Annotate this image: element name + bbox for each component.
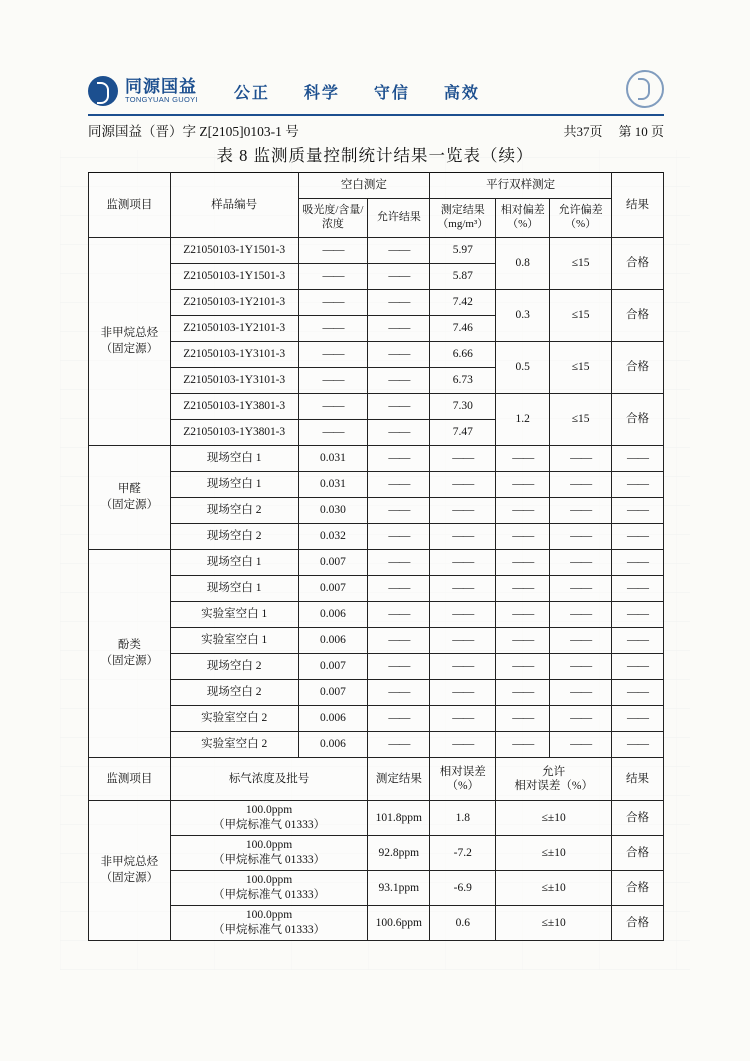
logo-text: [125, 78, 198, 105]
cell-result: 合格: [612, 906, 664, 941]
cell-allow-err: ≤±10: [496, 871, 612, 906]
table-row: [89, 550, 664, 576]
cell-measured: ——: [430, 654, 496, 680]
cell-measured: ——: [430, 732, 496, 758]
cell-allow-dev: ——: [550, 706, 612, 732]
cell-rel-dev: ——: [496, 498, 550, 524]
cell-measured: ——: [430, 550, 496, 576]
cell-allow-dev: ——: [550, 524, 612, 550]
cell-sample: Z21050103-1Y3801-3: [170, 420, 298, 446]
header-blank-allow: 允许结果: [368, 199, 430, 238]
cell-result: ——: [612, 680, 664, 706]
cell-sample: Z21050103-1Y3101-3: [170, 342, 298, 368]
cell-allow: ——: [368, 316, 430, 342]
header2-std-gas: 标气浓度及批号: [170, 758, 368, 801]
cell-result: ——: [612, 524, 664, 550]
current-page: 第 10 页: [618, 124, 664, 139]
section-label-nmhc: [89, 238, 171, 446]
cell-std-gas: [170, 836, 368, 871]
slogan-4: 高效: [443, 84, 480, 102]
cell-measured: ——: [430, 576, 496, 602]
cell-allow: ——: [368, 238, 430, 264]
cell-allow-err: ≤±10: [496, 801, 612, 836]
document-header: [88, 68, 664, 114]
cell-measured: ——: [430, 602, 496, 628]
cell-rel-err: 0.6: [430, 906, 496, 941]
section-label-formaldehyde: [89, 446, 171, 550]
table-row: [89, 836, 664, 871]
cell-allow: ——: [368, 290, 430, 316]
cell-blank: ——: [298, 368, 368, 394]
table-row: [89, 654, 664, 680]
cell-std-line2: （甲烷标准气 01333）: [213, 819, 326, 831]
cell-result: 合格: [612, 801, 664, 836]
slogan-1: 公正: [233, 84, 270, 102]
header-blank-abs-text: 吸光度/含量/浓度: [302, 204, 364, 230]
cell-sample: Z21050103-1Y2101-3: [170, 316, 298, 342]
section-label-line1: 甲醛: [117, 482, 141, 495]
cell-allow-dev: ——: [550, 446, 612, 472]
cell-measured: 6.73: [430, 368, 496, 394]
table-row: [89, 602, 664, 628]
cell-measured: 5.87: [430, 264, 496, 290]
cell-sample: Z21050103-1Y3801-3: [170, 394, 298, 420]
cell-sample: Z21050103-1Y1501-3: [170, 264, 298, 290]
cell-rel-dev: ——: [496, 732, 550, 758]
document-number: 同源国益（晋）字 Z[2105]0103-1 号: [88, 124, 299, 139]
logo-mark-icon: [88, 76, 118, 106]
table-row: [89, 906, 664, 941]
cell-measured: 7.42: [430, 290, 496, 316]
cell-blank: 0.006: [298, 706, 368, 732]
cell-allow-dev: ——: [550, 628, 612, 654]
cell-sample: 实验室空白 2: [170, 706, 298, 732]
cell-allow-err: ≤±10: [496, 836, 612, 871]
cell-rel-dev: ——: [496, 654, 550, 680]
cell-rel-dev: ——: [496, 628, 550, 654]
table-row: [89, 576, 664, 602]
cell-rel-dev: ——: [496, 680, 550, 706]
cell-sample: 现场空白 1: [170, 576, 298, 602]
cell-rel-err: -6.9: [430, 871, 496, 906]
table-row: [89, 801, 664, 836]
header2-rel-err: 相对误差（%）: [430, 758, 496, 801]
cell-blank: 0.032: [298, 524, 368, 550]
cell-allow-dev: ——: [550, 680, 612, 706]
cell-blank: 0.030: [298, 498, 368, 524]
cell-allow-dev: ≤15: [550, 394, 612, 446]
cell-sample: Z21050103-1Y3101-3: [170, 368, 298, 394]
cell-sample: 现场空白 2: [170, 654, 298, 680]
section-label-line1: 非甲烷总烃: [100, 326, 159, 339]
cell-rel-dev: ——: [496, 472, 550, 498]
cell-measured: 93.1ppm: [368, 871, 430, 906]
cell-std-gas: [170, 871, 368, 906]
cell-blank: ——: [298, 264, 368, 290]
cell-allow-err: ≤±10: [496, 906, 612, 941]
cell-measured: ——: [430, 628, 496, 654]
cell-allow-dev: ≤15: [550, 342, 612, 394]
cell-std-gas: [170, 906, 368, 941]
cell-allow-dev: ≤15: [550, 290, 612, 342]
cell-allow: ——: [368, 576, 430, 602]
logo-name-en: TONGYUAN GUOYI: [125, 95, 198, 105]
cell-sample: 现场空白 1: [170, 472, 298, 498]
table-row: [89, 394, 664, 420]
page-title: 表 8 监测质量控制统计结果一览表（续）: [216, 146, 534, 165]
cell-measured: ——: [430, 446, 496, 472]
header-item: 监测项目: [89, 173, 171, 238]
cell-allow: ——: [368, 680, 430, 706]
header2-result: 结果: [612, 758, 664, 801]
cell-std-line2: （甲烷标准气 01333）: [213, 854, 326, 866]
cell-measured: ——: [430, 680, 496, 706]
cell-allow: ——: [368, 628, 430, 654]
cell-rel-dev: 0.8: [496, 238, 550, 290]
section2-label-line1: 非甲烷总烃: [100, 855, 159, 868]
cell-measured: 101.8ppm: [368, 801, 430, 836]
header2-allow-group-line1: 允许: [542, 765, 566, 778]
cell-allow-dev: ——: [550, 732, 612, 758]
header-rule: [88, 114, 664, 116]
cell-result: ——: [612, 446, 664, 472]
cell-sample: 实验室空白 1: [170, 602, 298, 628]
company-logo: [88, 76, 198, 106]
cell-allow-dev: ——: [550, 576, 612, 602]
cell-sample: 现场空白 1: [170, 550, 298, 576]
cell-measured: 7.30: [430, 394, 496, 420]
cell-result: 合格: [612, 871, 664, 906]
header2-allow-err: [496, 758, 612, 801]
cell-result: 合格: [612, 394, 664, 446]
cell-measured: ——: [430, 524, 496, 550]
cell-blank: ——: [298, 316, 368, 342]
table-row: [89, 871, 664, 906]
header-allow-dev: 允许偏差（%）: [550, 199, 612, 238]
header-rel-dev: 相对偏差（%）: [496, 199, 550, 238]
cell-allow: ——: [368, 550, 430, 576]
cell-measured: 92.8ppm: [368, 836, 430, 871]
table-row: [89, 238, 664, 264]
header2-measured: 测定结果: [368, 758, 430, 801]
cell-allow: ——: [368, 706, 430, 732]
table-header-row-1: [89, 173, 664, 199]
cell-allow: ——: [368, 602, 430, 628]
section2-label-nmhc: [89, 801, 171, 941]
cell-std-line2: （甲烷标准气 01333）: [213, 924, 326, 936]
table2-header-row: [89, 758, 664, 801]
cell-measured: 7.47: [430, 420, 496, 446]
cell-result: ——: [612, 602, 664, 628]
cell-blank: 0.007: [298, 576, 368, 602]
cell-std-gas: [170, 801, 368, 836]
cell-blank: 0.031: [298, 446, 368, 472]
header2-item: 监测项目: [89, 758, 171, 801]
cell-rel-dev: ——: [496, 576, 550, 602]
header-blank-group: 空白测定: [298, 173, 430, 199]
cell-allow: ——: [368, 264, 430, 290]
cell-std-line1: 100.0ppm: [245, 874, 293, 887]
table-row: [89, 680, 664, 706]
cell-allow: ——: [368, 368, 430, 394]
cell-allow: ——: [368, 498, 430, 524]
cell-blank: ——: [298, 290, 368, 316]
cell-blank: ——: [298, 342, 368, 368]
cell-blank: ——: [298, 420, 368, 446]
cell-std-line1: 100.0ppm: [245, 804, 293, 817]
table-row: [89, 524, 664, 550]
cell-std-line1: 100.0ppm: [245, 909, 293, 922]
table-row: [89, 290, 664, 316]
table-row: [89, 342, 664, 368]
cell-sample: Z21050103-1Y1501-3: [170, 238, 298, 264]
cell-result: 合格: [612, 238, 664, 290]
cell-measured: ——: [430, 498, 496, 524]
cell-result: ——: [612, 576, 664, 602]
total-pages: 共37页: [563, 124, 603, 139]
cell-allow-dev: ——: [550, 654, 612, 680]
cell-blank: ——: [298, 394, 368, 420]
cell-result: ——: [612, 654, 664, 680]
page-info: [563, 121, 664, 140]
cell-result: ——: [612, 498, 664, 524]
table-row: [89, 732, 664, 758]
company-seal-icon: [626, 70, 664, 108]
cell-measured: 100.6ppm: [368, 906, 430, 941]
cell-rel-dev: ——: [496, 446, 550, 472]
logo-name-cn: 同源国益: [125, 76, 197, 96]
cell-measured: 7.46: [430, 316, 496, 342]
cell-allow-dev: ——: [550, 602, 612, 628]
cell-allow: ——: [368, 342, 430, 368]
header-measured: 测定结果（mg/m³）: [430, 199, 496, 238]
cell-sample: 实验室空白 1: [170, 628, 298, 654]
document-info-line: [88, 120, 664, 140]
cell-std-line1: 100.0ppm: [245, 839, 293, 852]
cell-rel-dev: 0.3: [496, 290, 550, 342]
section-label-line2: （固定源）: [100, 342, 159, 355]
table-row: [89, 628, 664, 654]
cell-rel-dev: ——: [496, 550, 550, 576]
table-row: [89, 498, 664, 524]
slogan-3: 守信: [373, 84, 410, 102]
cell-allow: ——: [368, 732, 430, 758]
cell-sample: 现场空白 1: [170, 446, 298, 472]
cell-allow-dev: ——: [550, 498, 612, 524]
cell-result: ——: [612, 732, 664, 758]
cell-rel-dev: 0.5: [496, 342, 550, 394]
cell-result: ——: [612, 628, 664, 654]
table-row: [89, 472, 664, 498]
cell-rel-err: 1.8: [430, 801, 496, 836]
cell-result: ——: [612, 472, 664, 498]
cell-allow: ——: [368, 654, 430, 680]
cell-result: ——: [612, 550, 664, 576]
cell-result: 合格: [612, 290, 664, 342]
cell-rel-dev: ——: [496, 602, 550, 628]
cell-blank: 0.007: [298, 654, 368, 680]
cell-rel-dev: 1.2: [496, 394, 550, 446]
slogan-list: [234, 80, 480, 103]
cell-blank: 0.006: [298, 732, 368, 758]
header-blank-abs: [298, 199, 368, 238]
cell-blank: 0.007: [298, 550, 368, 576]
cell-rel-dev: ——: [496, 706, 550, 732]
cell-allow: ——: [368, 420, 430, 446]
header-result: 结果: [612, 173, 664, 238]
cell-blank: ——: [298, 238, 368, 264]
cell-blank: 0.006: [298, 628, 368, 654]
cell-rel-err: -7.2: [430, 836, 496, 871]
table-row: [89, 706, 664, 732]
cell-allow-dev: ——: [550, 472, 612, 498]
cell-sample: 实验室空白 2: [170, 732, 298, 758]
cell-rel-dev: ——: [496, 524, 550, 550]
section-label-line1: 酚类: [117, 638, 141, 651]
cell-std-line2: （甲烷标准气 01333）: [213, 889, 326, 901]
cell-blank: 0.007: [298, 680, 368, 706]
section-label-phenols: [89, 550, 171, 758]
section-label-line2: （固定源）: [100, 498, 159, 511]
cell-allow: ——: [368, 472, 430, 498]
cell-allow-dev: ——: [550, 550, 612, 576]
cell-sample: 现场空白 2: [170, 680, 298, 706]
cell-blank: 0.006: [298, 602, 368, 628]
cell-result: 合格: [612, 342, 664, 394]
cell-blank: 0.031: [298, 472, 368, 498]
header-sample-no: 样品编号: [170, 173, 298, 238]
cell-allow: ——: [368, 446, 430, 472]
cell-allow: ——: [368, 394, 430, 420]
cell-sample: 现场空白 2: [170, 524, 298, 550]
quality-control-table: [88, 172, 664, 941]
header-parallel-group: 平行双样测定: [430, 173, 612, 199]
slogan-2: 科学: [303, 84, 340, 102]
cell-measured: 5.97: [430, 238, 496, 264]
cell-measured: ——: [430, 472, 496, 498]
cell-sample: 现场空白 2: [170, 498, 298, 524]
section2-label-line2: （固定源）: [100, 871, 159, 884]
cell-measured: 6.66: [430, 342, 496, 368]
cell-allow-dev: ≤15: [550, 238, 612, 290]
cell-allow: ——: [368, 524, 430, 550]
cell-sample: Z21050103-1Y2101-3: [170, 290, 298, 316]
header2-allow-group-line2: 相对误差（%）: [514, 780, 593, 792]
cell-result: ——: [612, 706, 664, 732]
cell-result: 合格: [612, 836, 664, 871]
section-label-line2: （固定源）: [100, 654, 159, 667]
table-row: [89, 446, 664, 472]
cell-measured: ——: [430, 706, 496, 732]
